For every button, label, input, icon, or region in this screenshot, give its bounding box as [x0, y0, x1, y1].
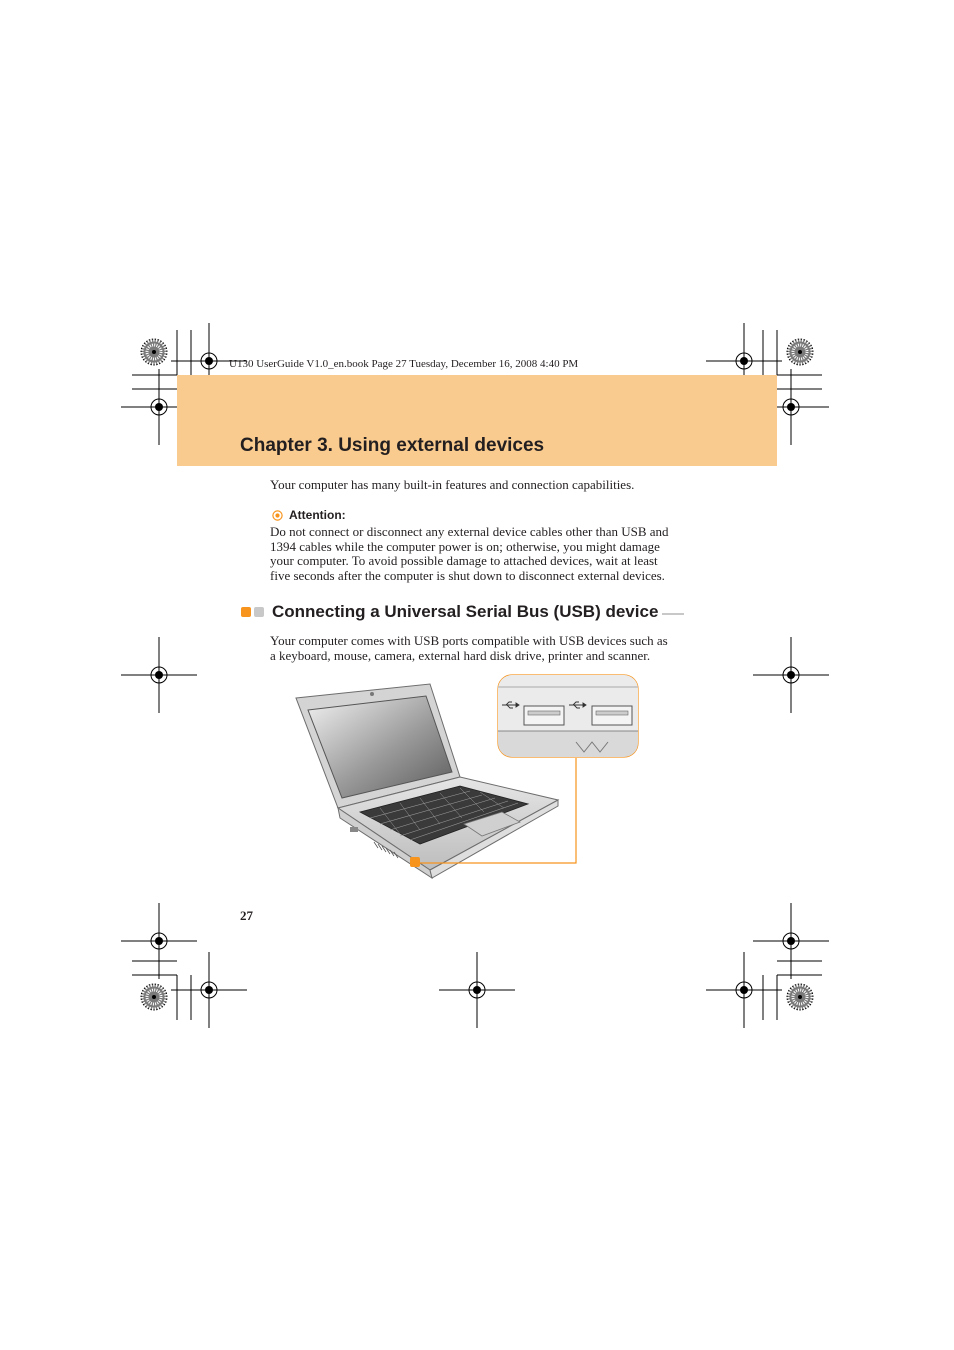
color-target-icon: [787, 984, 813, 1010]
chapter-title: Chapter 3. Using external devices: [240, 435, 545, 456]
registration-mark-icon: [753, 903, 829, 979]
attention-line: your computer. To avoid possible damage to attached devices, wait at least: [270, 553, 658, 569]
attention-text: [270, 525, 700, 584]
registration-mark-icon: [753, 637, 829, 713]
intro-paragraph: Your computer has many built-in features and connection capabilities.: [270, 477, 635, 492]
attention-label: Attention:: [289, 508, 346, 522]
section-heading: [241, 602, 684, 622]
attention-line: 1394 cables while the computer power is on; otherwise, you might damage: [270, 538, 660, 554]
attention-icon: [272, 510, 283, 521]
color-target-icon: [787, 339, 813, 365]
gray-square-icon: [254, 607, 264, 617]
section-line: a keyboard, mouse, camera, external hard disk drive, printer and scanner.: [270, 647, 651, 663]
registration-mark-icon: [121, 903, 197, 979]
attention-heading: [272, 508, 346, 522]
color-target-icon: [141, 339, 167, 365]
registration-mark-icon: [121, 637, 197, 713]
section-rule: [662, 613, 684, 615]
attention-line: five seconds after the computer is shut down to disconnect external devices.: [270, 568, 665, 584]
color-target-icon: [141, 984, 167, 1010]
orange-square-icon: [241, 607, 251, 617]
registration-mark-icon: [171, 952, 247, 1028]
registration-mark-icon: [706, 952, 782, 1028]
section-paragraph: [270, 634, 700, 663]
print-header: U130 UserGuide V1.0_en.book Page 27 Tuesday, December 16, 2008 4:40 PM: [229, 358, 579, 370]
registration-mark-icon: [439, 952, 515, 1028]
section-title: Connecting a Universal Serial Bus (USB) device: [272, 602, 659, 621]
page-number: 27: [240, 908, 253, 923]
laptop-illustration: [290, 672, 650, 884]
attention-line: Do not connect or disconnect any external device cables other than USB and: [270, 524, 669, 539]
section-line: Your computer comes with USB ports compatible with USB devices such as: [270, 633, 668, 648]
